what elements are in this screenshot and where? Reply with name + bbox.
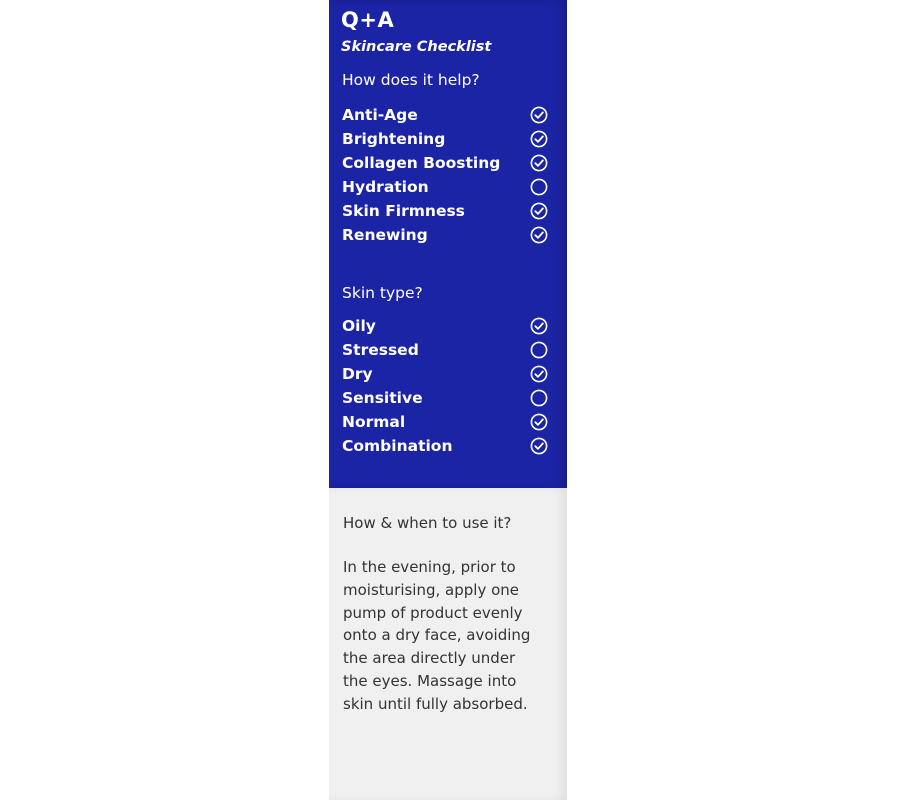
checklist-title: Skincare Checklist bbox=[341, 39, 492, 55]
empty-circle-icon bbox=[530, 389, 547, 407]
skin-item-label: Dry bbox=[342, 365, 373, 383]
help-item-label: Collagen Boosting bbox=[342, 154, 501, 172]
help-item-hydration bbox=[342, 175, 547, 199]
skin-type-list bbox=[342, 314, 547, 458]
help-item-anti-age bbox=[342, 103, 547, 127]
help-item-label: Anti-Age bbox=[342, 106, 418, 124]
skin-item-label: Sensitive bbox=[342, 389, 423, 407]
skin-item-normal bbox=[342, 410, 547, 434]
skin-item-oily bbox=[342, 314, 547, 338]
usage-instructions bbox=[343, 556, 558, 716]
empty-circle-icon bbox=[530, 178, 547, 196]
skin-item-combination bbox=[342, 434, 547, 458]
skin-item-label: Combination bbox=[342, 437, 453, 455]
help-item-brightening bbox=[342, 127, 547, 151]
help-item-renewing bbox=[342, 223, 547, 247]
help-list bbox=[342, 103, 547, 247]
help-item-label: Hydration bbox=[342, 178, 429, 196]
checklist-panel bbox=[329, 0, 567, 488]
usage-line: onto a dry face, avoiding bbox=[343, 626, 531, 645]
check-icon bbox=[530, 437, 547, 455]
check-icon bbox=[530, 202, 547, 220]
skin-item-label: Stressed bbox=[342, 341, 419, 359]
usage-panel bbox=[329, 488, 567, 800]
skin-type-heading: Skin type? bbox=[342, 284, 423, 302]
check-icon bbox=[530, 413, 547, 431]
usage-line: pump of product evenly bbox=[343, 603, 523, 622]
help-item-label: Skin Firmness bbox=[342, 202, 465, 220]
check-icon bbox=[530, 365, 547, 383]
help-item-collagen-boosting bbox=[342, 151, 547, 175]
check-icon bbox=[530, 130, 547, 148]
brand-logo: Q+A bbox=[341, 8, 395, 32]
skin-item-label: Oily bbox=[342, 317, 376, 335]
check-icon bbox=[530, 317, 547, 335]
skin-item-sensitive bbox=[342, 386, 547, 410]
usage-heading: How & when to use it? bbox=[343, 514, 512, 532]
usage-line: skin until fully absorbed. bbox=[343, 694, 528, 713]
usage-line: the eyes. Massage into bbox=[343, 671, 517, 690]
help-item-label: Renewing bbox=[342, 226, 428, 244]
help-heading: How does it help? bbox=[342, 71, 480, 89]
help-item-skin-firmness bbox=[342, 199, 547, 223]
skin-item-label: Normal bbox=[342, 413, 406, 431]
product-box bbox=[329, 0, 567, 800]
usage-line: moisturising, apply one bbox=[343, 580, 520, 599]
check-icon bbox=[530, 106, 547, 124]
usage-line: the area directly under bbox=[343, 649, 516, 668]
skin-item-dry bbox=[342, 362, 547, 386]
empty-circle-icon bbox=[530, 341, 547, 359]
check-icon bbox=[530, 154, 547, 172]
check-icon bbox=[530, 226, 547, 244]
help-item-label: Brightening bbox=[342, 130, 446, 148]
usage-line: In the evening, prior to bbox=[343, 558, 516, 576]
skin-item-stressed bbox=[342, 338, 547, 362]
